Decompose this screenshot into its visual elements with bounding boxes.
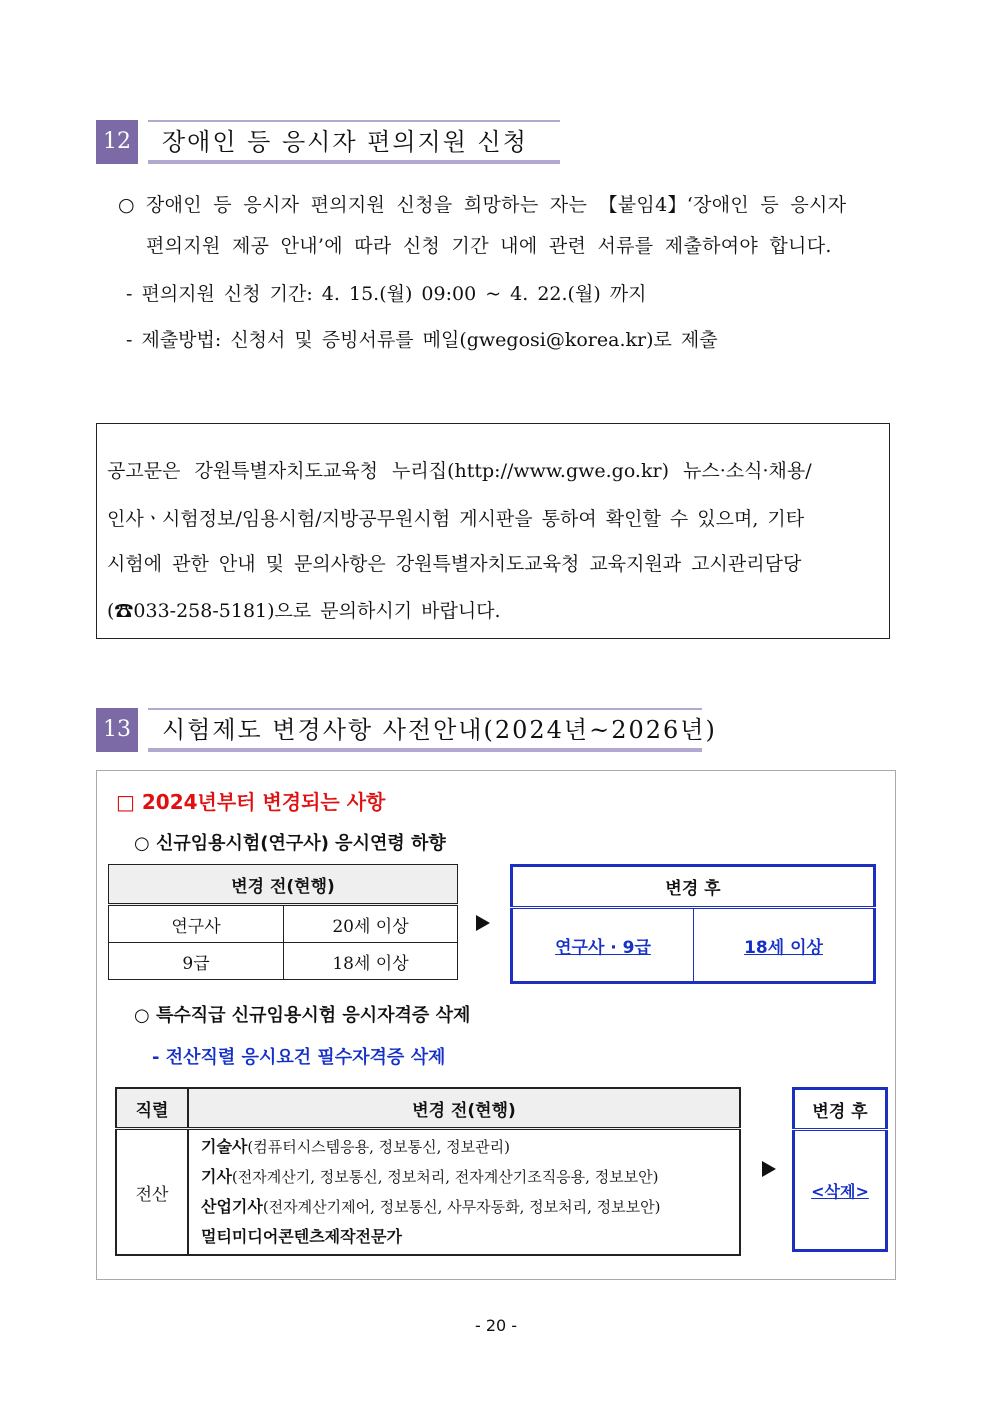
notice-line: 공고문은 강원특별자치도교육청 누리집(http://www.gwe.go.kr) 뉴스·소식·채용/ — [107, 460, 812, 482]
certificate-item: 멀티미디어콘텐츠제작전문가 — [201, 1227, 402, 1246]
arrow-right-icon — [762, 1161, 776, 1177]
change-item: ○ 특수직급 신규임용시험 응시자격증 삭제 — [134, 1005, 471, 1026]
arrow-right-icon — [476, 915, 490, 931]
dash-item: - 편의지원 신청 기간: 4. 15.(월) 09:00 ~ 4. 22.(월) 까지 — [126, 283, 647, 305]
bullet-symbol: ○ — [118, 194, 135, 216]
table-header: 변경 전(현행) — [109, 865, 458, 905]
table-header: 직렬 — [116, 1088, 188, 1129]
table-header: 변경 후 — [794, 1089, 887, 1130]
notice-line: 시험에 관한 안내 및 문의사항은 강원특별자치도교육청 교육지원과 고시관리담당 — [107, 553, 802, 575]
notice-box — [96, 423, 890, 639]
certificate-item: 기사(전자계산기, 정보통신, 정보처리, 전자계산기조직응용, 정보보안) — [201, 1167, 659, 1186]
section-title: 시험제도 변경사항 사전안내(2024년~2026년) — [162, 716, 717, 744]
section-13-header — [96, 708, 717, 752]
dash-item: - 제출방법: 신청서 및 증빙서류를 메일(gwegosi@korea.kr)로 제출 — [126, 329, 718, 351]
certificate-item: 산업기사(전자계산기제어, 정보통신, 사무자동화, 정보처리, 정보보안) — [201, 1197, 661, 1216]
table-header: 변경 후 — [512, 866, 875, 908]
after-certificate-table — [792, 1087, 888, 1252]
notice-line: (☎033-258-5181)으로 문의하시기 바랍니다. — [107, 600, 501, 622]
section-title: 장애인 등 응시자 편의지원 신청 — [162, 128, 528, 156]
table-cell: 18세 이상 — [284, 943, 458, 980]
table-cell: 9급 — [109, 943, 284, 980]
paragraph-line: 편의지원 제공 안내’에 따라 신청 기간 내에 관련 서류를 제출하여야 합니다. — [146, 235, 832, 257]
change-sub-item: - 전산직렬 응시요건 필수자격증 삭제 — [152, 1047, 446, 1068]
table-cell: 18세 이상 — [694, 908, 875, 983]
page-number: - 20 - — [474, 1316, 518, 1335]
after-table — [510, 864, 876, 984]
section-number: 13 — [96, 708, 138, 752]
change-item: ○ 신규임용시험(연구사) 응시연령 하향 — [134, 833, 446, 854]
table-cell: 연구사 — [109, 905, 284, 943]
table-cell: 전산 — [116, 1129, 188, 1256]
certificate-table — [115, 1087, 741, 1256]
section-number: 12 — [96, 120, 138, 164]
table-header: 변경 전(현행) — [188, 1088, 740, 1129]
table-cell: 20세 이상 — [284, 905, 458, 943]
certificate-list — [188, 1129, 740, 1256]
table-cell: <삭제> — [794, 1130, 887, 1251]
notice-line: 인사ㆍ시험정보/임용시험/지방공무원시험 게시판을 통하여 확인할 수 있으며, 기타 — [107, 508, 805, 530]
certificate-item: 기술사(컴퓨터시스템응용, 정보통신, 정보관리) — [201, 1137, 510, 1156]
changes-heading: □ 2024년부터 변경되는 사항 — [116, 790, 386, 814]
table-cell: 연구사 · 9급 — [512, 908, 694, 983]
before-table — [108, 864, 458, 980]
section-12-header — [96, 120, 560, 164]
paragraph-line: 장애인 등 응시자 편의지원 신청을 희망하는 자는 【붙임4】‘장애인 등 응시자 — [146, 194, 847, 216]
